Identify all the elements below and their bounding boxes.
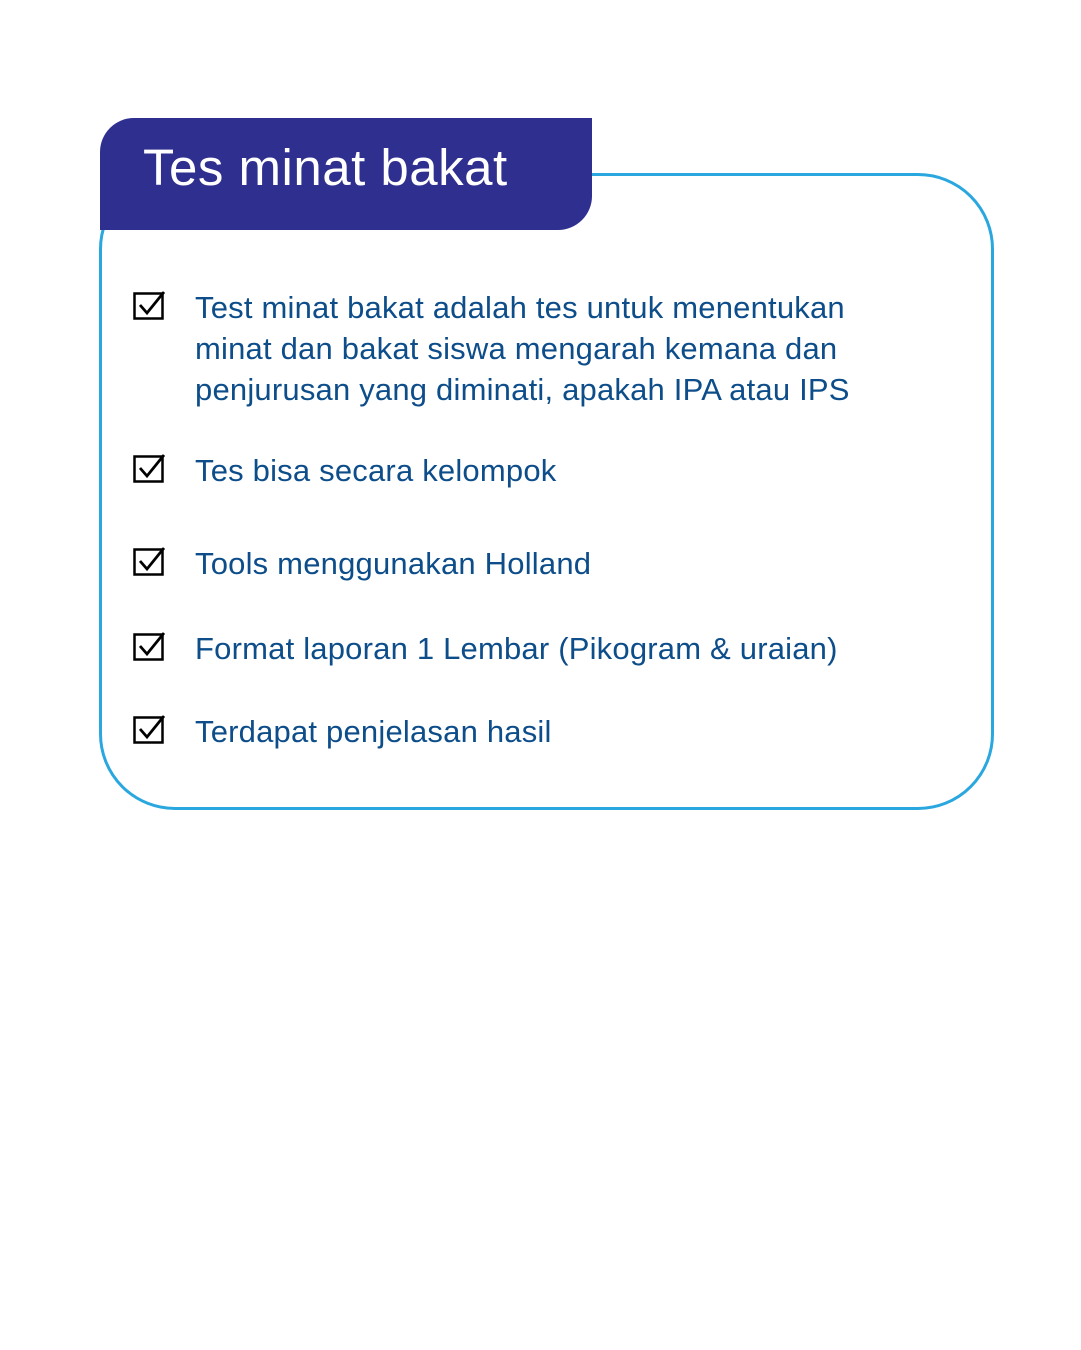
list-item-text bbox=[195, 450, 556, 491]
list-item-text bbox=[195, 628, 838, 669]
list-item-text bbox=[195, 711, 552, 752]
list-item bbox=[133, 628, 943, 669]
list-item-line: Terdapat penjelasan hasil bbox=[195, 714, 552, 749]
list-item-line: Tools menggunakan Holland bbox=[195, 546, 592, 581]
list-item bbox=[133, 287, 943, 410]
list-item-line: Tes bisa secara kelompok bbox=[195, 453, 557, 488]
checkbox-checked-icon bbox=[133, 631, 166, 661]
list-item-line: Test minat bakat adalah tes untuk menentukan bbox=[195, 290, 845, 325]
list-item-text bbox=[195, 543, 591, 584]
checkbox-checked-icon bbox=[133, 714, 166, 744]
list-item-line: minat dan bakat siswa mengarah kemana dan bbox=[195, 331, 838, 366]
title-tab bbox=[100, 118, 592, 230]
checkbox-checked-icon bbox=[133, 546, 166, 576]
list-item-text bbox=[195, 287, 850, 410]
checkbox-checked-icon bbox=[133, 453, 166, 483]
list-item bbox=[133, 543, 943, 584]
list-item-line: Format laporan 1 Lembar (Pikogram & uraian) bbox=[195, 631, 838, 666]
card-title: Tes minat bakat bbox=[143, 138, 508, 196]
list-item-line: penjurusan yang diminati, apakah IPA atau IPS bbox=[195, 372, 850, 407]
list-item bbox=[133, 711, 943, 752]
list-item bbox=[133, 450, 943, 491]
checkbox-checked-icon bbox=[133, 290, 166, 320]
